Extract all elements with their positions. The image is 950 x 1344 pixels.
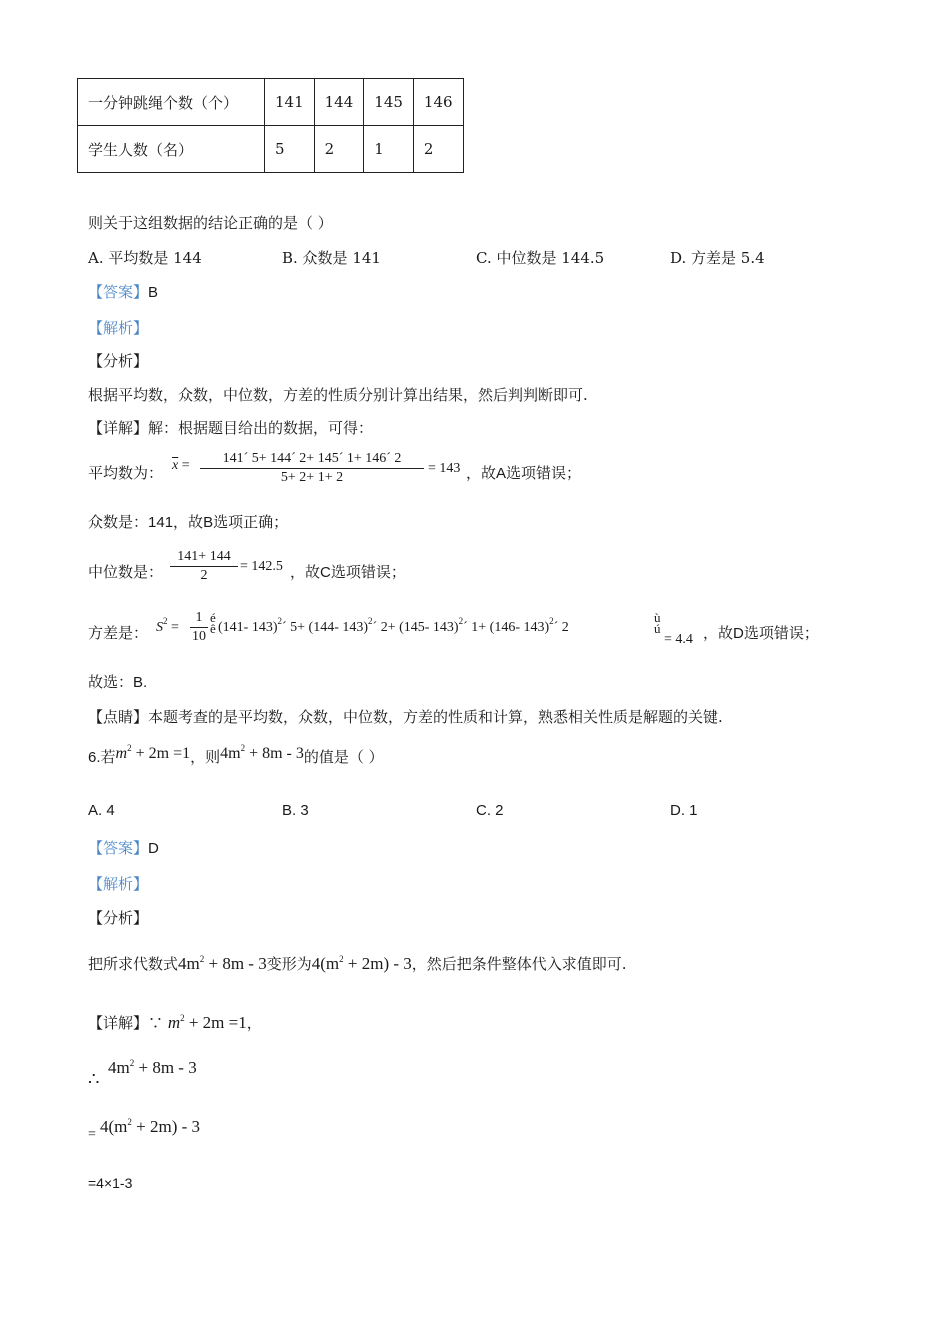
question-stem: 则关于这组数据的结论正确的是（ ）: [88, 214, 333, 232]
table-row: [78, 79, 464, 126]
target-expression: [220, 745, 304, 762]
comment-line: [88, 706, 723, 727]
table-header-cell: 一分钟跳绳个数（个）: [78, 79, 265, 126]
mode-label: 众数是：: [88, 513, 149, 531]
variable-m: m: [167, 1013, 181, 1032]
table-cell: 145: [364, 79, 414, 126]
superscript: 2: [368, 616, 373, 626]
question-6-stem: [88, 743, 384, 767]
option-letter: B: [203, 514, 214, 531]
superscript: 2: [180, 1013, 185, 1023]
analysis-label: 【解析】: [88, 319, 149, 337]
conclusion-post: 选项错误；: [330, 563, 406, 581]
choose-value: B.: [133, 674, 148, 691]
conclusion-pre: ，故: [290, 563, 321, 581]
option-d: D. 方差是 5.4: [670, 249, 765, 267]
mean-conclusion: [466, 462, 581, 483]
superscript: 2: [240, 743, 246, 753]
expression-rest: + 8m - 3: [208, 954, 267, 973]
fenxi-text: 变形为: [266, 955, 312, 973]
term: ´ 5+ (144- 143): [282, 620, 369, 635]
detail-text: 解：根据题目给出的数据，可得：: [148, 419, 374, 437]
fenxi-label: 【分析】: [88, 909, 149, 927]
term: ´ 2: [553, 620, 569, 635]
mode-line: [88, 511, 288, 532]
option-letter: D: [733, 625, 744, 642]
table-cell: 144: [314, 79, 364, 126]
superscript: 2: [339, 954, 344, 964]
superscript: 2: [129, 1058, 135, 1068]
answer-value: B: [148, 284, 159, 301]
x-bar-symbol: $\overline{x}$: [172, 458, 179, 473]
table-row: [78, 126, 464, 173]
step-3: =4×1-3: [88, 1175, 133, 1191]
option-c: C. 2: [476, 802, 504, 819]
term: (141- 143): [218, 620, 278, 635]
fenxi-label: 【分析】: [88, 352, 149, 370]
fenxi-expression: [312, 954, 412, 973]
table-header-cell: 学生人数（名）: [78, 126, 265, 173]
detail-label: 【详解】: [88, 1014, 149, 1032]
table-cell: 146: [413, 79, 463, 126]
variance-fraction: [190, 609, 208, 646]
conclusion-post: 选项错误；: [506, 464, 582, 482]
expression-rest: + 2m) - 3: [347, 954, 412, 973]
fenxi-expression: [178, 954, 267, 973]
fraction-denominator: 2: [200, 568, 208, 583]
data-table: [77, 78, 464, 173]
expression-rest: + 2m) - 3: [136, 1117, 201, 1136]
detail-label: 【详解】: [88, 419, 149, 437]
answer-label: 【答案】: [88, 283, 149, 301]
punctuation: ，: [246, 1014, 262, 1032]
mean-label: 平均数为：: [88, 464, 164, 482]
option-a: A. 平均数是 144: [88, 249, 202, 267]
option-d: D. 1: [670, 802, 698, 819]
expression-lead: 4m: [220, 745, 241, 762]
stem-text: 若: [100, 748, 116, 766]
fraction-numerator: 1: [195, 610, 203, 625]
expression-lead: 4m: [178, 954, 200, 973]
comment-label: 【点睛】: [88, 708, 149, 726]
answer-label: 【答案】: [88, 839, 149, 857]
question-number: 6.: [88, 749, 101, 766]
expression-rest: + 8m - 3: [138, 1058, 197, 1077]
option-letter: C: [320, 564, 331, 581]
expression-lead: 4(m: [311, 954, 340, 973]
fenxi-text: ，然后把条件整体代入求值即可.: [411, 955, 627, 973]
fraction-denominator: 10: [192, 629, 206, 644]
condition-expression: [116, 745, 191, 762]
fraction-denominator: 5+ 2+ 1+ 2: [280, 470, 344, 485]
fraction-numerator: 141+ 144: [177, 549, 231, 564]
conclusion-post: 选项错误；: [743, 624, 819, 642]
expression-lead: 4(m: [100, 1117, 128, 1136]
expression-lead: 4m: [108, 1058, 130, 1077]
detail-expression: [168, 1013, 247, 1032]
variance-conclusion: [703, 622, 819, 643]
median-fraction: [170, 548, 238, 585]
fenxi-line: [88, 953, 627, 974]
median-label: 中位数是：: [88, 563, 164, 581]
comment-text: 本题考查的是平均数，众数，中位数，方差的性质和计算，熟悉相关性质是解题的关键.: [148, 708, 723, 726]
mean-result: = 143: [428, 461, 461, 476]
variance-result: = 4.4: [664, 632, 693, 647]
expression-rest: + 2m =1: [135, 745, 191, 762]
median-conclusion: [290, 561, 406, 582]
variance-label: 方差是：: [88, 624, 149, 642]
expression-rest: + 8m - 3: [249, 745, 304, 762]
conclusion-pre: ，故: [466, 464, 497, 482]
term: ´ 2+ (145- 143): [372, 620, 459, 635]
conclusion-pre: ，故: [173, 513, 204, 531]
term: ´ 1+ (146- 143): [463, 620, 550, 635]
superscript: 2: [127, 743, 132, 753]
variance-s: [156, 616, 179, 636]
stem-text: 的值是（ ）: [303, 748, 384, 766]
option-a: A. 4: [88, 802, 115, 819]
superscript: 2: [458, 616, 464, 626]
equals-sign: =: [171, 620, 179, 635]
superscript: 2: [277, 616, 282, 626]
fenxi-text: 根据平均数，众数，中位数，方差的性质分别计算出结果，然后判判断即可.: [88, 386, 588, 404]
s-symbol: S: [156, 620, 163, 635]
answer-value: D: [148, 840, 159, 857]
step-1: [108, 1058, 197, 1078]
median-result: = 142.5: [240, 559, 283, 574]
conclusion-pre: ，故: [703, 624, 734, 642]
equals-sign: =: [181, 458, 190, 473]
mean-xbar: [172, 458, 190, 474]
because-symbol: ∵: [148, 1014, 164, 1032]
option-c: C. 中位数是 144.5: [476, 249, 605, 267]
answer-line: [88, 837, 159, 858]
option-letter: A: [496, 465, 507, 482]
table-cell: 5: [265, 126, 315, 173]
analysis-label: 【解析】: [88, 875, 149, 893]
superscript: 2: [163, 616, 168, 626]
choose-label: 故选：: [88, 673, 134, 691]
answer-line: [88, 281, 158, 302]
table-cell: 2: [413, 126, 463, 173]
expression-rest: + 2m =1: [188, 1013, 247, 1032]
mode-value: 141: [148, 514, 174, 531]
superscript: 2: [549, 616, 554, 626]
fraction-numerator: 141´ 5+ 144´ 2+ 145´ 1+ 146´ 2: [222, 451, 402, 466]
detail-line: [88, 1012, 262, 1033]
conclusion-post: 选项正确；: [213, 513, 289, 531]
option-b: B. 众数是 141: [282, 249, 381, 267]
stem-text: ，则: [190, 748, 221, 766]
table-cell: 1: [364, 126, 414, 173]
variable-m: m: [115, 745, 128, 762]
superscript: 2: [199, 954, 205, 964]
table-cell: 141: [265, 79, 315, 126]
fenxi-text: 把所求代数式: [88, 955, 179, 973]
left-bracket: é ê: [210, 610, 216, 636]
therefore-symbol: ∴: [88, 1069, 100, 1090]
right-bracket: ù ú: [654, 610, 661, 636]
choose-line: [88, 671, 147, 692]
variance-expression: [218, 616, 569, 636]
table-cell: 2: [314, 126, 364, 173]
step-2: [100, 1117, 200, 1137]
option-b: B. 3: [282, 802, 309, 819]
detail-line: [88, 417, 373, 438]
superscript: 2: [127, 1117, 132, 1127]
step-2-equals: =: [88, 1127, 96, 1142]
mean-fraction: [200, 450, 424, 487]
